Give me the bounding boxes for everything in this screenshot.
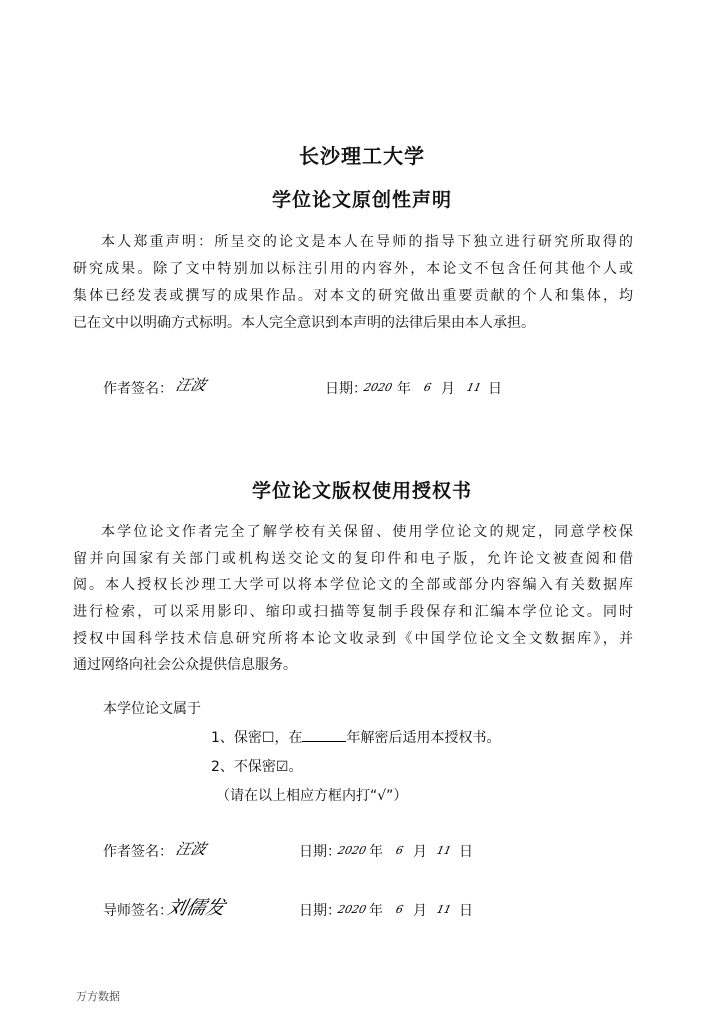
paragraph-line: 留并向国家有关部门或机构送交论文的复印件和电子版，允许论文被查阅和借: [73, 550, 633, 567]
date-label-2: 日期：: [299, 844, 341, 860]
belongs-label: 本学位论文属于: [103, 701, 201, 717]
month-unit-1: 月: [441, 381, 455, 397]
confidential-option-prefix: 1、保密☐，在: [211, 730, 303, 746]
confidential-option-suffix: 年解密后适用本授权书。: [346, 730, 501, 746]
non-confidential-option: 2、不保密☑。: [211, 759, 303, 775]
paragraph-line: 阅。本人授权长沙理工大学可以将本学位论文的全部或部分内容编入有关数据库: [73, 577, 633, 594]
authorization-paragraph: [73, 519, 633, 679]
advisor-signature: 刘儒发: [165, 897, 228, 919]
date-label-1: 日期：: [325, 381, 367, 397]
date-label-3: 日期：: [299, 903, 341, 919]
authorization-title: 学位论文版权使用授权书: [251, 480, 472, 502]
date-day-3: 11: [435, 903, 453, 916]
footer-watermark: 万方数据: [76, 990, 120, 1003]
month-unit-2: 月: [413, 844, 427, 860]
day-unit-2: 日: [459, 844, 473, 860]
day-unit-3: 日: [459, 903, 473, 919]
month-unit-3: 月: [413, 903, 427, 919]
paragraph-line: 通过网络向社会公众提供信息服务。: [73, 657, 297, 674]
author-signature-label-1: 作者签名：: [103, 381, 173, 397]
year-unit-3: 年: [369, 903, 383, 919]
author-signature-1: 汪波: [173, 376, 208, 394]
blank-line: [302, 729, 346, 742]
originality-paragraph: [73, 229, 633, 337]
date-year-3: 2020: [336, 903, 368, 916]
paragraph-line: 进行检索，可以采用影印、缩印或扫描等复制手段保存和汇编本学位论文。同时: [73, 604, 633, 621]
date-year-2: 2020: [336, 844, 368, 857]
year-unit-1: 年: [397, 381, 411, 397]
confidential-option: [211, 727, 500, 747]
paragraph-line: 授权中国科学技术信息研究所将本论文收录到《中国学位论文全文数据库》，并: [73, 630, 633, 647]
date-year-1: 2020: [362, 381, 394, 394]
author-signature-label-2: 作者签名：: [103, 844, 173, 860]
originality-title: 学位论文原创性声明: [271, 189, 452, 211]
day-unit-1: 日: [488, 381, 502, 397]
date-month-3: 6: [394, 903, 405, 916]
paragraph-line: 已在文中以明确方式标明。本人完全意识到本声明的法律后果由本人承担。: [73, 315, 535, 331]
date-day-2: 11: [435, 844, 453, 857]
paragraph-line: 本学位论文作者完全了解学校有关保留、使用学位论文的规定，同意学校保: [101, 524, 633, 540]
paragraph-line: 集体已经发表或撰写的成果作品。对本文的研究做出重要贡献的个人和集体，均: [73, 288, 633, 304]
date-month-2: 6: [394, 844, 405, 857]
year-unit-2: 年: [369, 844, 383, 860]
paragraph-line: 本人郑重声明：所呈交的论文是本人在导师的指导下独立进行研究所取得的: [101, 234, 633, 250]
university-title: 长沙理工大学: [299, 144, 425, 168]
author-signature-2: 汪波: [173, 840, 208, 858]
date-day-1: 11: [465, 381, 483, 394]
date-month-1: 6: [422, 381, 433, 394]
checkbox-instruction: （请在以上相应方框内打“√”）: [216, 788, 408, 804]
paragraph-line: 研究成果。除了文中特别加以标注引用的内容外，本论文不包含任何其他个人或: [73, 261, 633, 277]
advisor-signature-label: 导师签名：: [103, 903, 173, 919]
